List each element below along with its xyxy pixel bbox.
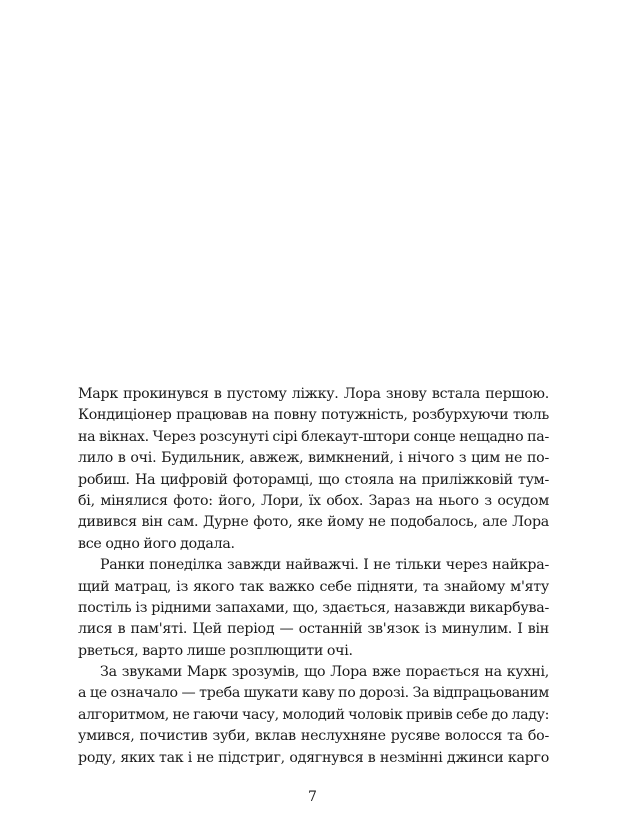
text-line: алгоритмом, не гаючи часу, молодий чоловік привів себе до ладу: xyxy=(78,706,549,723)
text-line: рветься, варто лише розплющити очі. xyxy=(78,642,353,659)
text-line: роду, яких так і не підстриг, одягнувся в незмінні джинси карго xyxy=(78,749,549,766)
text-line: щий матрац, із якого так важко себе підняти, та знайому м'яту xyxy=(78,578,549,595)
paragraph-1 xyxy=(78,384,549,555)
text-line: бі, мінялися фото: його, Лори, їх обох. Зараз на нього з осудом xyxy=(78,492,549,509)
text-line: робиш. На цифровій фоторамці, що стояла на приліжковій тум- xyxy=(78,471,549,488)
text-line: постіль із рідними запахами, що, здається, назавжди викарбува- xyxy=(78,599,549,616)
text-line: Кондиціонер працював на повну потужність, розбурхуючи тюль xyxy=(78,407,549,424)
page-number: 7 xyxy=(308,789,317,805)
text-line: Марк прокинувся в пустому ліжку. Лора знову встала першою. xyxy=(78,386,549,402)
paragraph-3 xyxy=(78,662,549,769)
text-line: Ранки понеділка завжди найважчі. І не тільки через найкра- xyxy=(100,557,549,574)
text-line: За звуками Марк зрозумів, що Лора вже порається на кухні, xyxy=(100,664,549,681)
paragraph-2 xyxy=(78,555,549,662)
text-line: все одно його додала. xyxy=(78,535,235,552)
text-line: лися в пам'яті. Цей період — останній зв'язок із минулим. І він xyxy=(78,621,549,638)
text-line: умився, почистив зуби, вклав неслухняне русяве волосся та бо- xyxy=(78,728,549,745)
text-line: дивився він сам. Дурне фото, яке йому не подобалось, але Лора xyxy=(78,514,549,531)
body-text xyxy=(78,384,549,769)
text-line: а це означало — треба шукати каву по дорозі. За відпрацьованим xyxy=(78,685,549,702)
text-line: лило в очі. Будильник, авжеж, вимкнений, і нічого з цим не по- xyxy=(78,450,549,467)
text-line: на вікнах. Через розсунуті сірі блекаут-штори сонце нещадно па- xyxy=(78,428,549,445)
